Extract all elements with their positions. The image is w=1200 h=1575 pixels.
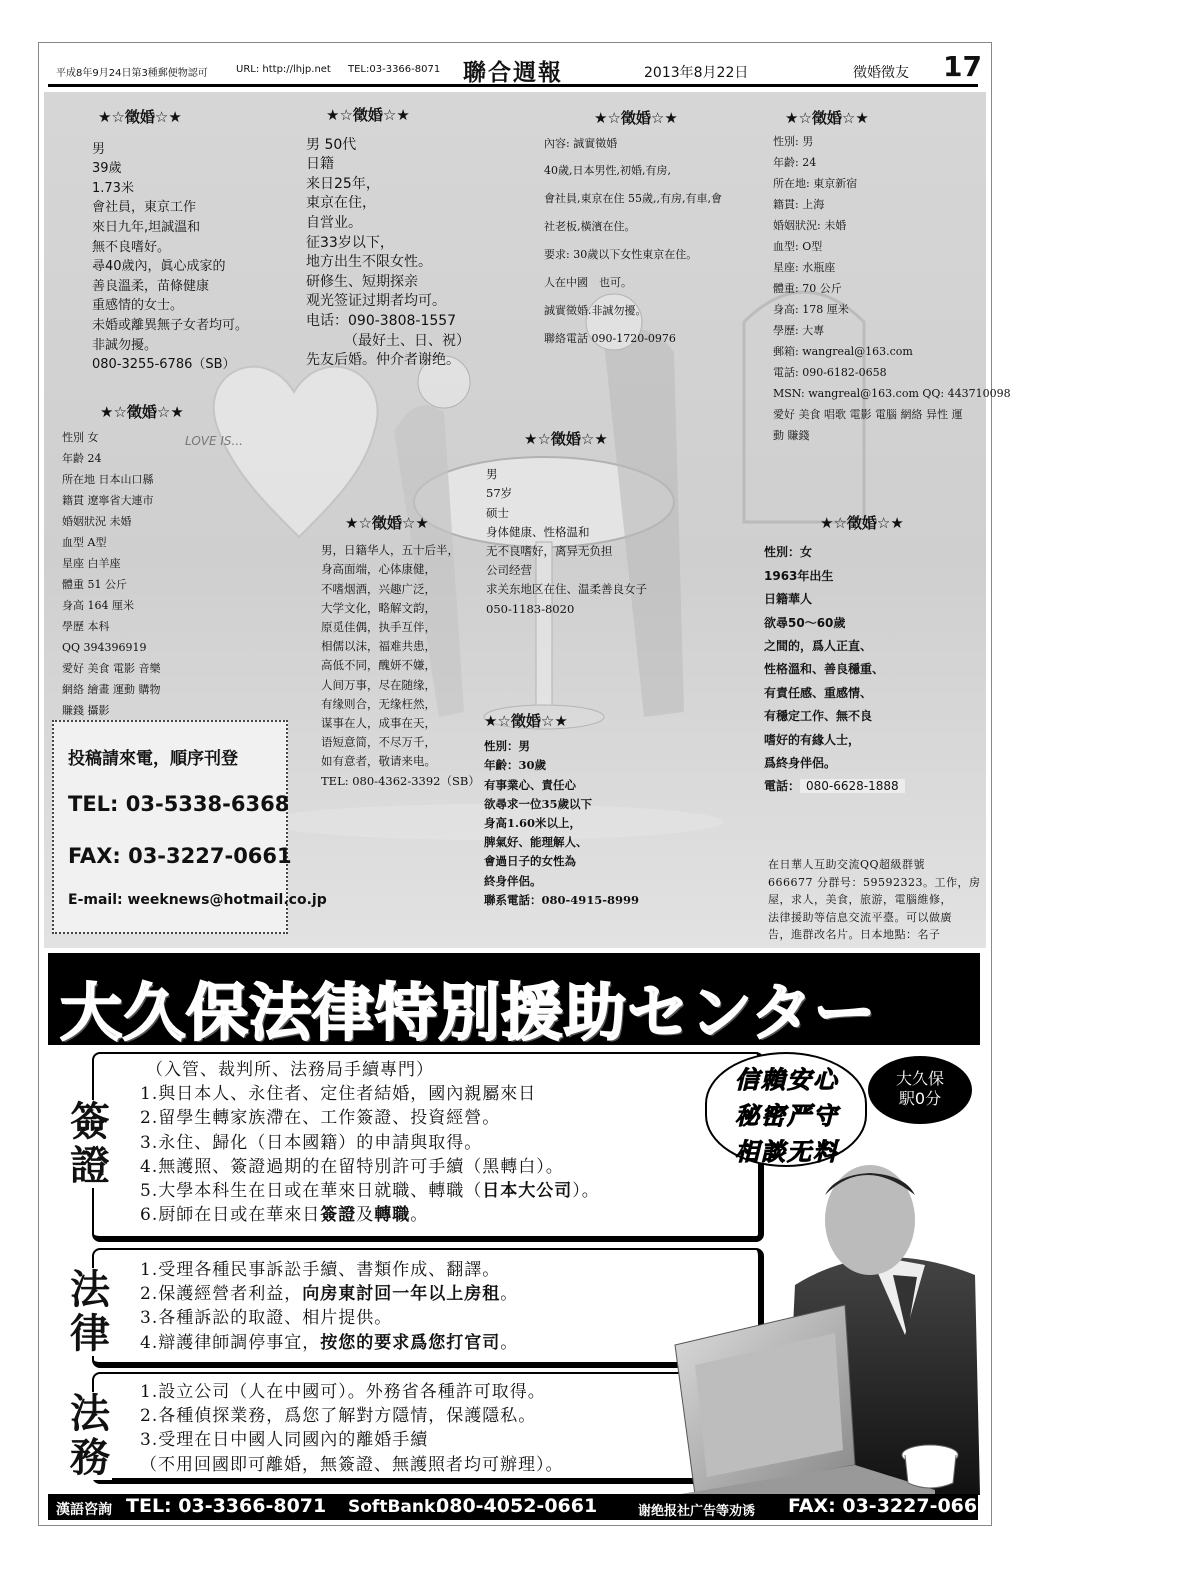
ad-title: ★☆徵婚☆★ [820, 514, 904, 532]
legal-affairs-services: 1.設立公司（人在中國可）。外務省各種許可取得。 2.各種偵探業務，爲您了解對方隱情，保護隱私。 3.受理在日中國人同國內的離婚手續 （不用回國即可離婚，無簽證、無護照者均可辦理）。 [140, 1382, 564, 1475]
ad-5: ★☆徵婚☆★ 性別 女 年齡 24 所在地 日本山口縣 籍貫 遼寧省大連市 婚姻狀況 未婚 血型 A型 星座 白羊座 體重 51 公斤 身高 164 厘米 學歷 本科 QQ 394396919 愛好 美食 電影 音樂 網絡 繪畫 運動 購物 賺錢 攝影 [62, 403, 184, 717]
postal-permit: 平成8年9月24日第3種郵便物認可 [56, 68, 208, 79]
visa-services: （入管、裁判所、法務局手續專門） 1.與日本人、永住者、定住者結婚，國內親屬來日 2.留學生轉家族滯在、工作簽證、投資經營。 3.永住、歸化（日本國籍）的申請與取得。 4.無護照、簽證過期的在留特別許可手續（黑轉白）。 5.大學本科生在日或在華來日就職、轉職（日本大公司）。 6.厨師在日或在華來日簽證及轉職。 [140, 1060, 600, 1226]
footer-softbank-number: 080-4052-0661 [436, 1495, 598, 1517]
ad-title: ★☆徵婚☆★ [594, 109, 678, 127]
section-name: 徵婚徵友 [853, 65, 909, 81]
ad-9-phone: 080-6628-1888 [800, 779, 905, 793]
ad-6-phone: TEL: 080-4362-3392（SB） [321, 773, 480, 788]
law-center-banner [48, 953, 980, 1049]
ad-title: ★☆徵婚☆★ [484, 712, 568, 730]
ad-1: ★☆徵婚☆★ 男 39歲 1.73米 會社員，東京工作 來日九年,坦誠溫和 無不良嗜好。 尋40歲內，眞心成家的 善良溫柔，苗條健康 重感情的女士。 未婚或離異無子女者均可。 非誠勿擾。 080-3255-6786（SB） [92, 108, 249, 373]
station-badge: 大久保 駅0分 [868, 1056, 972, 1124]
submission-tel: TEL: 03-5338-6368 [68, 792, 290, 816]
ad-title: ★☆徵婚☆★ [98, 108, 182, 126]
issue-date: 2013年8月22日 [644, 65, 749, 81]
ad-2: ★☆徵婚☆★ 男 50代 日籍 来日25年， 東京在住， 自営业。 征33岁以下， 地方出生不限女性。 研修生、短期探亲 观光签证过期者均可。 电话：090-3808-1557 （最好土、日、祝） 先友后婚。仲介者谢绝。 [306, 106, 470, 369]
newspaper-name: 聯合週報 [463, 60, 563, 86]
tagline-trust: 信賴安心 [735, 1066, 839, 1094]
qq-group-notice: 在日華人互助交流QQ超級群號 666677 分群号：59592323。工作，房 屋，求人，美食，旅游，電腦維修， 法律援助等信息交流平臺。可以做廣 告，進群改名片。日本地點：名子 [768, 858, 981, 941]
ad-3: ★☆徵婚☆★ 內容: 誠實徵婚 40歲,日本男性,初婚,有房, 會社員,東京在住 55歲,,有房,有車,會 社老板,橫濱在住。 要求: 30歲以下女性東京在住。 人在中國 也可。 誠實徵婚.非誠勿擾。 聯絡電話 090-1720-0976 [544, 109, 722, 345]
businessman-laptop-photo [675, 1165, 980, 1495]
submission-fax: FAX: 03-3227-0661 [68, 844, 292, 868]
page-number: 17 [943, 50, 982, 83]
ad-title: ★☆徵婚☆★ [326, 106, 410, 124]
newspaper-header [48, 50, 982, 87]
banner-title: 大久保法律特別援助センター [60, 976, 877, 1049]
love-is-text: LOVE IS... [185, 434, 243, 448]
heart-balloon-icon [214, 367, 378, 537]
submission-email[interactable]: E-mail: weeknews@hotmail.co.jp [68, 892, 327, 908]
footer-no-solicitation: 谢绝报社广告等劝诱 [638, 1504, 756, 1519]
law-services: 1.受理各種民事訴訟手續、書類作成、翻譯。 2.保護經營者利益，向房東討回一年以上房租。 3.各種訴訟的取證、相片提供。 4.辯護律師調停事宜，按您的要求爲您打官司。 [140, 1260, 519, 1353]
ad-6: ★☆徵婚☆★ 男，日籍华人，五十后半， 身高面端，心体康健， 不嗜烟酒，兴趣广泛， 大学文化，略解文韵， 原觅佳偶，执手互伴， 相儒以沫，福难共患， 高低不同，醜妍不嫌， 人间万事，尽在随缘， 有缘则合，无缘枉然， 谋事在人，成事在天， 语短意简，不尽万千， 如有意者，敬请来电。 TEL: 080-4362-3392（SB） [321, 514, 480, 791]
ad-title: ★☆徵婚☆★ [524, 430, 608, 448]
header-tel: TEL:03-3366-8071 [348, 64, 441, 75]
ad-9-phone-label: 電話： [764, 779, 801, 794]
tagline-free-consult: 相談无料 [735, 1138, 839, 1166]
law-section-label: 法律 [70, 1266, 110, 1357]
footer-fax: FAX: 03-3227-0661 [788, 1495, 991, 1517]
footer-chinese-consult-label: 漢語咨詢 [56, 1502, 112, 1518]
ad-9: ★☆徵婚☆★ 性別：女 1963年出生 日籍華人 欲尋50～60歲 之間的，爲人正直、 性格溫和、善良穩重、 有責任感、重感情、 有穩定工作、無不良 嗜好的有緣人士， 爲終身伴侶。 電話： 080-6628-1888 [764, 514, 904, 794]
ad-8: ★☆徵婚☆★ 性別：男 年齡：30歲 有事業心、責任心 欲尋求一位35歲以下 身高1.60米以上， 脾氣好、能理解人、 會過日子的女性為 終身伴侶。 聯系電話：080-4915-8999 [484, 712, 640, 907]
submission-box [52, 720, 327, 934]
tagline-privacy: 秘密严守 [735, 1102, 839, 1130]
ad-title: ★☆徵婚☆★ [100, 403, 184, 421]
footer-softbank-label: SoftBank: [348, 1497, 443, 1517]
ad-title: ★☆徵婚☆★ [785, 109, 869, 127]
ad-title: ★☆徵婚☆★ [345, 514, 429, 532]
visa-section-label: 簽證 [70, 1098, 110, 1189]
ad-4: ★☆徵婚☆★ 性別: 男 年齡: 24 所在地: 東京新宿 籍貫: 上海 婚姻狀況: 未婚 血型: O型 星座: 水瓶座 體重: 70 公斤 身高: 178 厘米 學歷: 大專 郵箱: wangreal@163.com 電話: 090-6182-0658 MSN: wangreal@163.com QQ: 443710098 愛好 美食 唱歌 電影 電腦 網絡 异性 運 動 賺錢 [773, 109, 1011, 442]
ad-7: ★☆徵婚☆★ 男 57岁 硕士 身体健康、性格温和 无不良嗜好，离异无负担 公司经营 求关东地区在住、温柔善良女子 050-1183-8020 [486, 430, 647, 616]
footer-tel: TEL: 03-3366-8071 [126, 1495, 327, 1517]
submission-heading: 投稿請來電，順序刊登 [68, 749, 238, 769]
header-url[interactable]: URL: http://lhjp.net [236, 64, 331, 75]
contact-footer [48, 1494, 991, 1520]
legal-affairs-section-label: 法務 [70, 1390, 110, 1481]
